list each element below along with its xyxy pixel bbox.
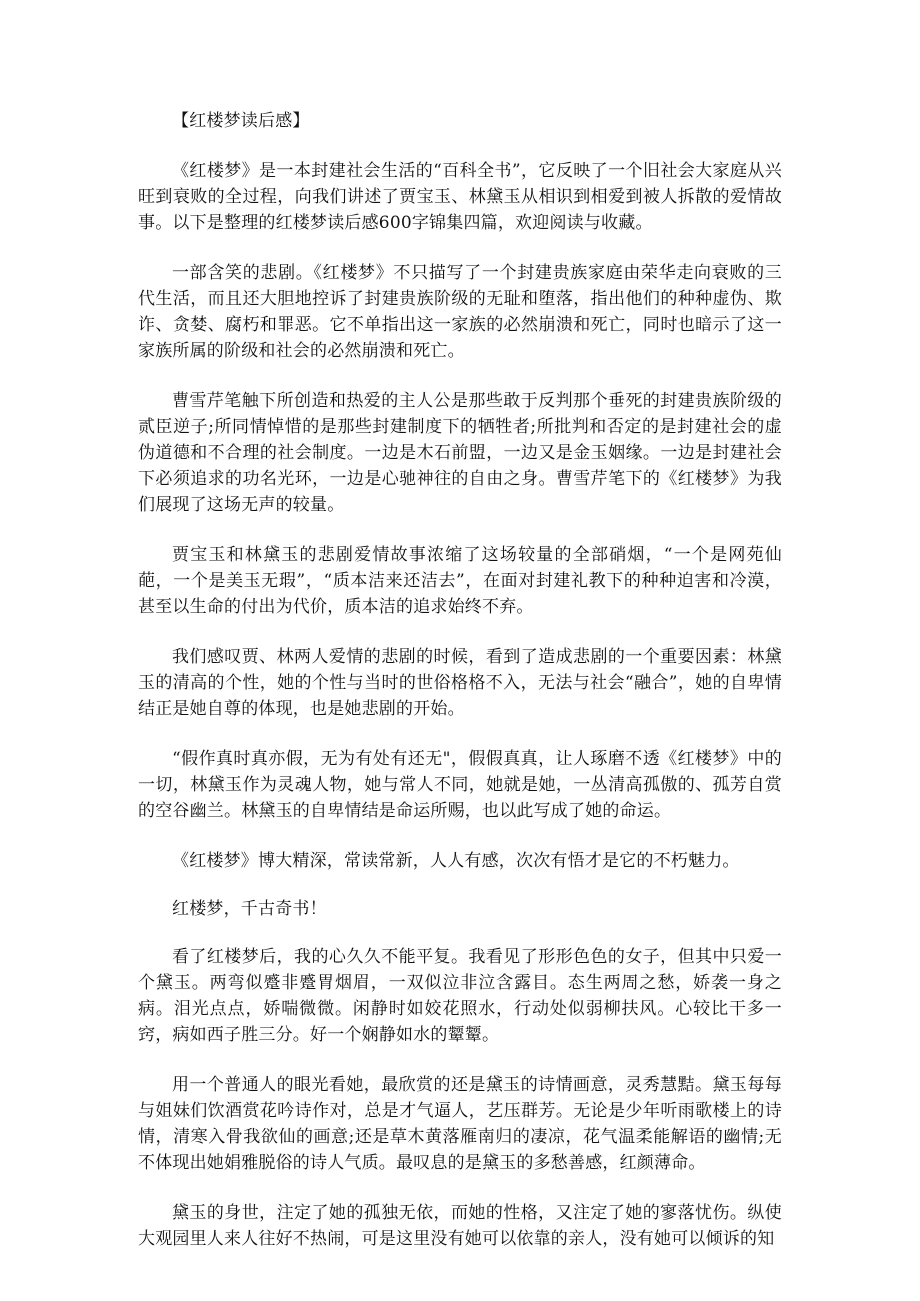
paragraph-lin-daiyu-personality: 我们感叹贾、林两人爱情的悲剧的时候，看到了造成悲剧的一个重要因素：林黛玉的清高的个性，她的个性与当时的世俗格格不入，无法与社会“融合”，她的自卑情结正是她自尊的体现，也是她悲剧的开始。 [138, 647, 782, 719]
paragraph-after-reading: 看了红楼梦后，我的心久久不能平复。我看见了形形色色的女子，但其中只爱一个黛玉。两弯似蹙非蹙胃烟眉，一双似泣非泣含露目。态生两周之愁，娇袭一身之病。泪光点点，娇喘微微。闲静时如姣花照水，行动处似弱柳扶风。心较比干多一窍，病如西子胜三分。好一个娴静如水的颦颦。 [138, 947, 782, 1045]
paragraph-tragedy: 一部含笑的悲剧。《红楼梦》不只描写了一个封建贵族家庭由荣华走向衰败的三代生活，而且还大胆地控诉了封建贵族阶级的无耻和堕落，指出他们的种种虚伪、欺诈、贪婪、腐朽和罪恶。它不单指出这一家族的必然崩溃和死亡，同时也暗示了这一家族所属的阶级和社会的必然崩溃和死亡。 [138, 263, 782, 361]
paragraph-true-false: “假作真时真亦假，无为有处有还无"，假假真真，让人琢磨不透《红楼梦》中的一切，林黛玉作为灵魂人物，她与常人不同，她就是她，一丛清高孤傲的、孤芳自赏的空谷幽兰。林黛玉的自卑情结是命运所赐，也以此写成了她的命运。 [138, 749, 782, 821]
paragraph-intro: 《红楼梦》是一本封建社会生活的“百科全书”，它反映了一个旧社会大家庭从兴旺到衰败的全过程，向我们讲述了贾宝玉、林黛玉从相识到相爱到被人拆散的爱情故事。以下是整理的红楼梦读后感600字锦集四篇，欢迎阅读与收藏。 [138, 161, 782, 233]
paragraph-profound: 《红楼梦》博大精深，常读常新，人人有感，次次有悟才是它的不朽魅力。 [172, 851, 740, 871]
document-title: 【红楼梦读后感】 [172, 111, 310, 131]
paragraph-poetic: 用一个普通人的眼光看她，最欣赏的还是黛玉的诗情画意，灵秀慧黠。黛玉每每与姐妹们饮酒赏花吟诗作对，总是才气逼人，艺压群芳。无论是少年听雨歌楼上的诗情，清寒入骨我欲仙的画意;还是草木黄落雁南归的凄凉，花气温柔能解语的幽情;无不体现出她娟雅脱俗的诗人气质。最叹息的是黛玉的多愁善感，红颜薄命。 [138, 1075, 782, 1173]
paragraph-cao-xueqin: 曹雪芹笔触下所创造和热爱的主人公是那些敢于反判那个垂死的封建贵族阶级的贰臣逆子;所同情悼惜的是那些封建制度下的牺牲者;所批判和否定的是封建社会的虚伪道德和不合理的社会制度。一边是木石前盟，一边又是金玉姻缘。一边是封建社会下必须追求的功名光环，一边是心驰神往的自由之身。曹雪芹笔下的《红楼梦》为我们展现了这场无声的较量。 [138, 391, 782, 515]
paragraph-classic: 红楼梦，千古奇书！ [172, 899, 327, 919]
document-body [138, 108, 782, 1252]
paragraph-love-story: 贾宝玉和林黛玉的悲剧爱情故事浓缩了这场较量的全部硝烟，“一个是网苑仙葩，一个是美玉无瑕”，“质本洁来还洁去”，在面对封建礼教下的种种迫害和冷漠，甚至以生命的付出为代价，质本洁的追求始终不弃。 [138, 545, 782, 617]
paragraph-background: 黛玉的身世，注定了她的孤独无依，而她的性格，又注定了她的寥落忧伤。纵使大观园里人来人往好不热闹，可是这里没有她可以依靠的亲人，没有她可以倾诉的知 [138, 1203, 782, 1249]
